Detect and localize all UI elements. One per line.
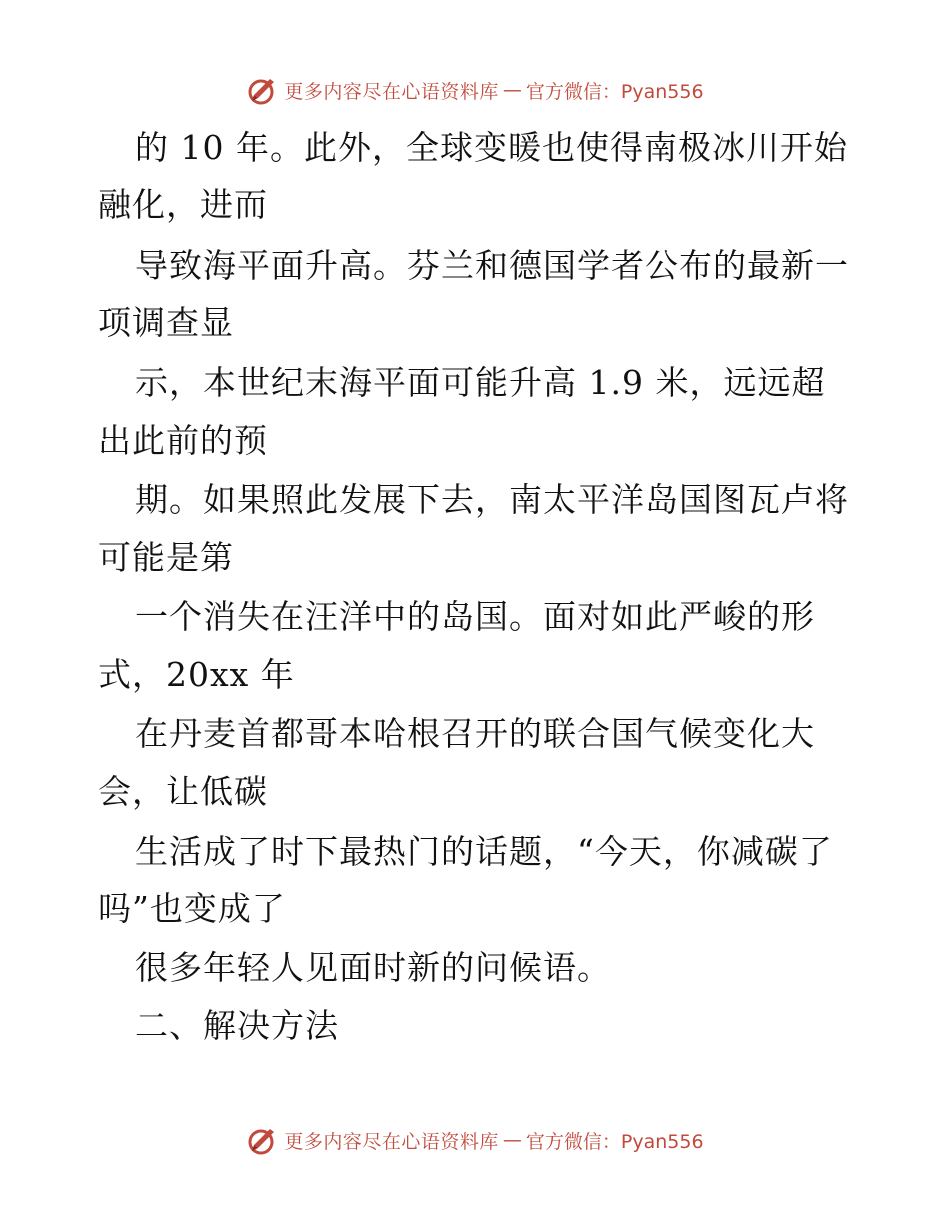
watermark-contact: 官方微信：Pyan556 [525,80,704,103]
text-line: 可能是第 [98,538,234,577]
watermark-contact: 官方微信：Pyan556 [525,1130,704,1153]
text-line: 期。如果照此发展下去，南太平洋岛国图瓦卢将 [135,480,849,519]
watermark-separator: — [502,1129,522,1151]
watermark-separator: — [502,79,522,101]
watermark-text: 更多内容尽在心语资料库 [284,1130,499,1153]
text-line: 出此前的预 [98,421,268,460]
text-line: 吗”也变成了 [98,889,286,928]
text-line: 导致海平面升高。芬兰和德国学者公布的最新一 [135,246,849,285]
text-line: 会，让低碳 [98,772,268,811]
text-line: 示，本世纪末海平面可能升高 1.9 米，远远超 [135,363,826,402]
text-line: 在丹麦首都哥本哈根召开的联合国气候变化大 [135,714,815,753]
pen-circle-logo-icon [246,73,280,107]
watermark-text: 更多内容尽在心语资料库 [284,80,499,103]
text-line: 很多年轻人见面时新的问候语。 [135,948,611,987]
text-line: 式，20xx 年 [98,655,295,694]
text-line: 一个消失在汪洋中的岛国。面对如此严峻的形 [135,597,815,636]
footer-watermark [0,1120,950,1160]
text-line: 生活成了时下最热门的话题，“今天，你减碳了 [135,832,833,871]
header-watermark [0,70,950,110]
pen-circle-logo-icon [246,1123,280,1157]
text-line: 融化，进而 [98,185,268,224]
section-heading: 二、解决方法 [135,1006,339,1045]
text-line: 的 10 年。此外，全球变暖也使得南极冰川开始 [135,128,848,167]
text-line: 项调查显 [98,303,234,342]
